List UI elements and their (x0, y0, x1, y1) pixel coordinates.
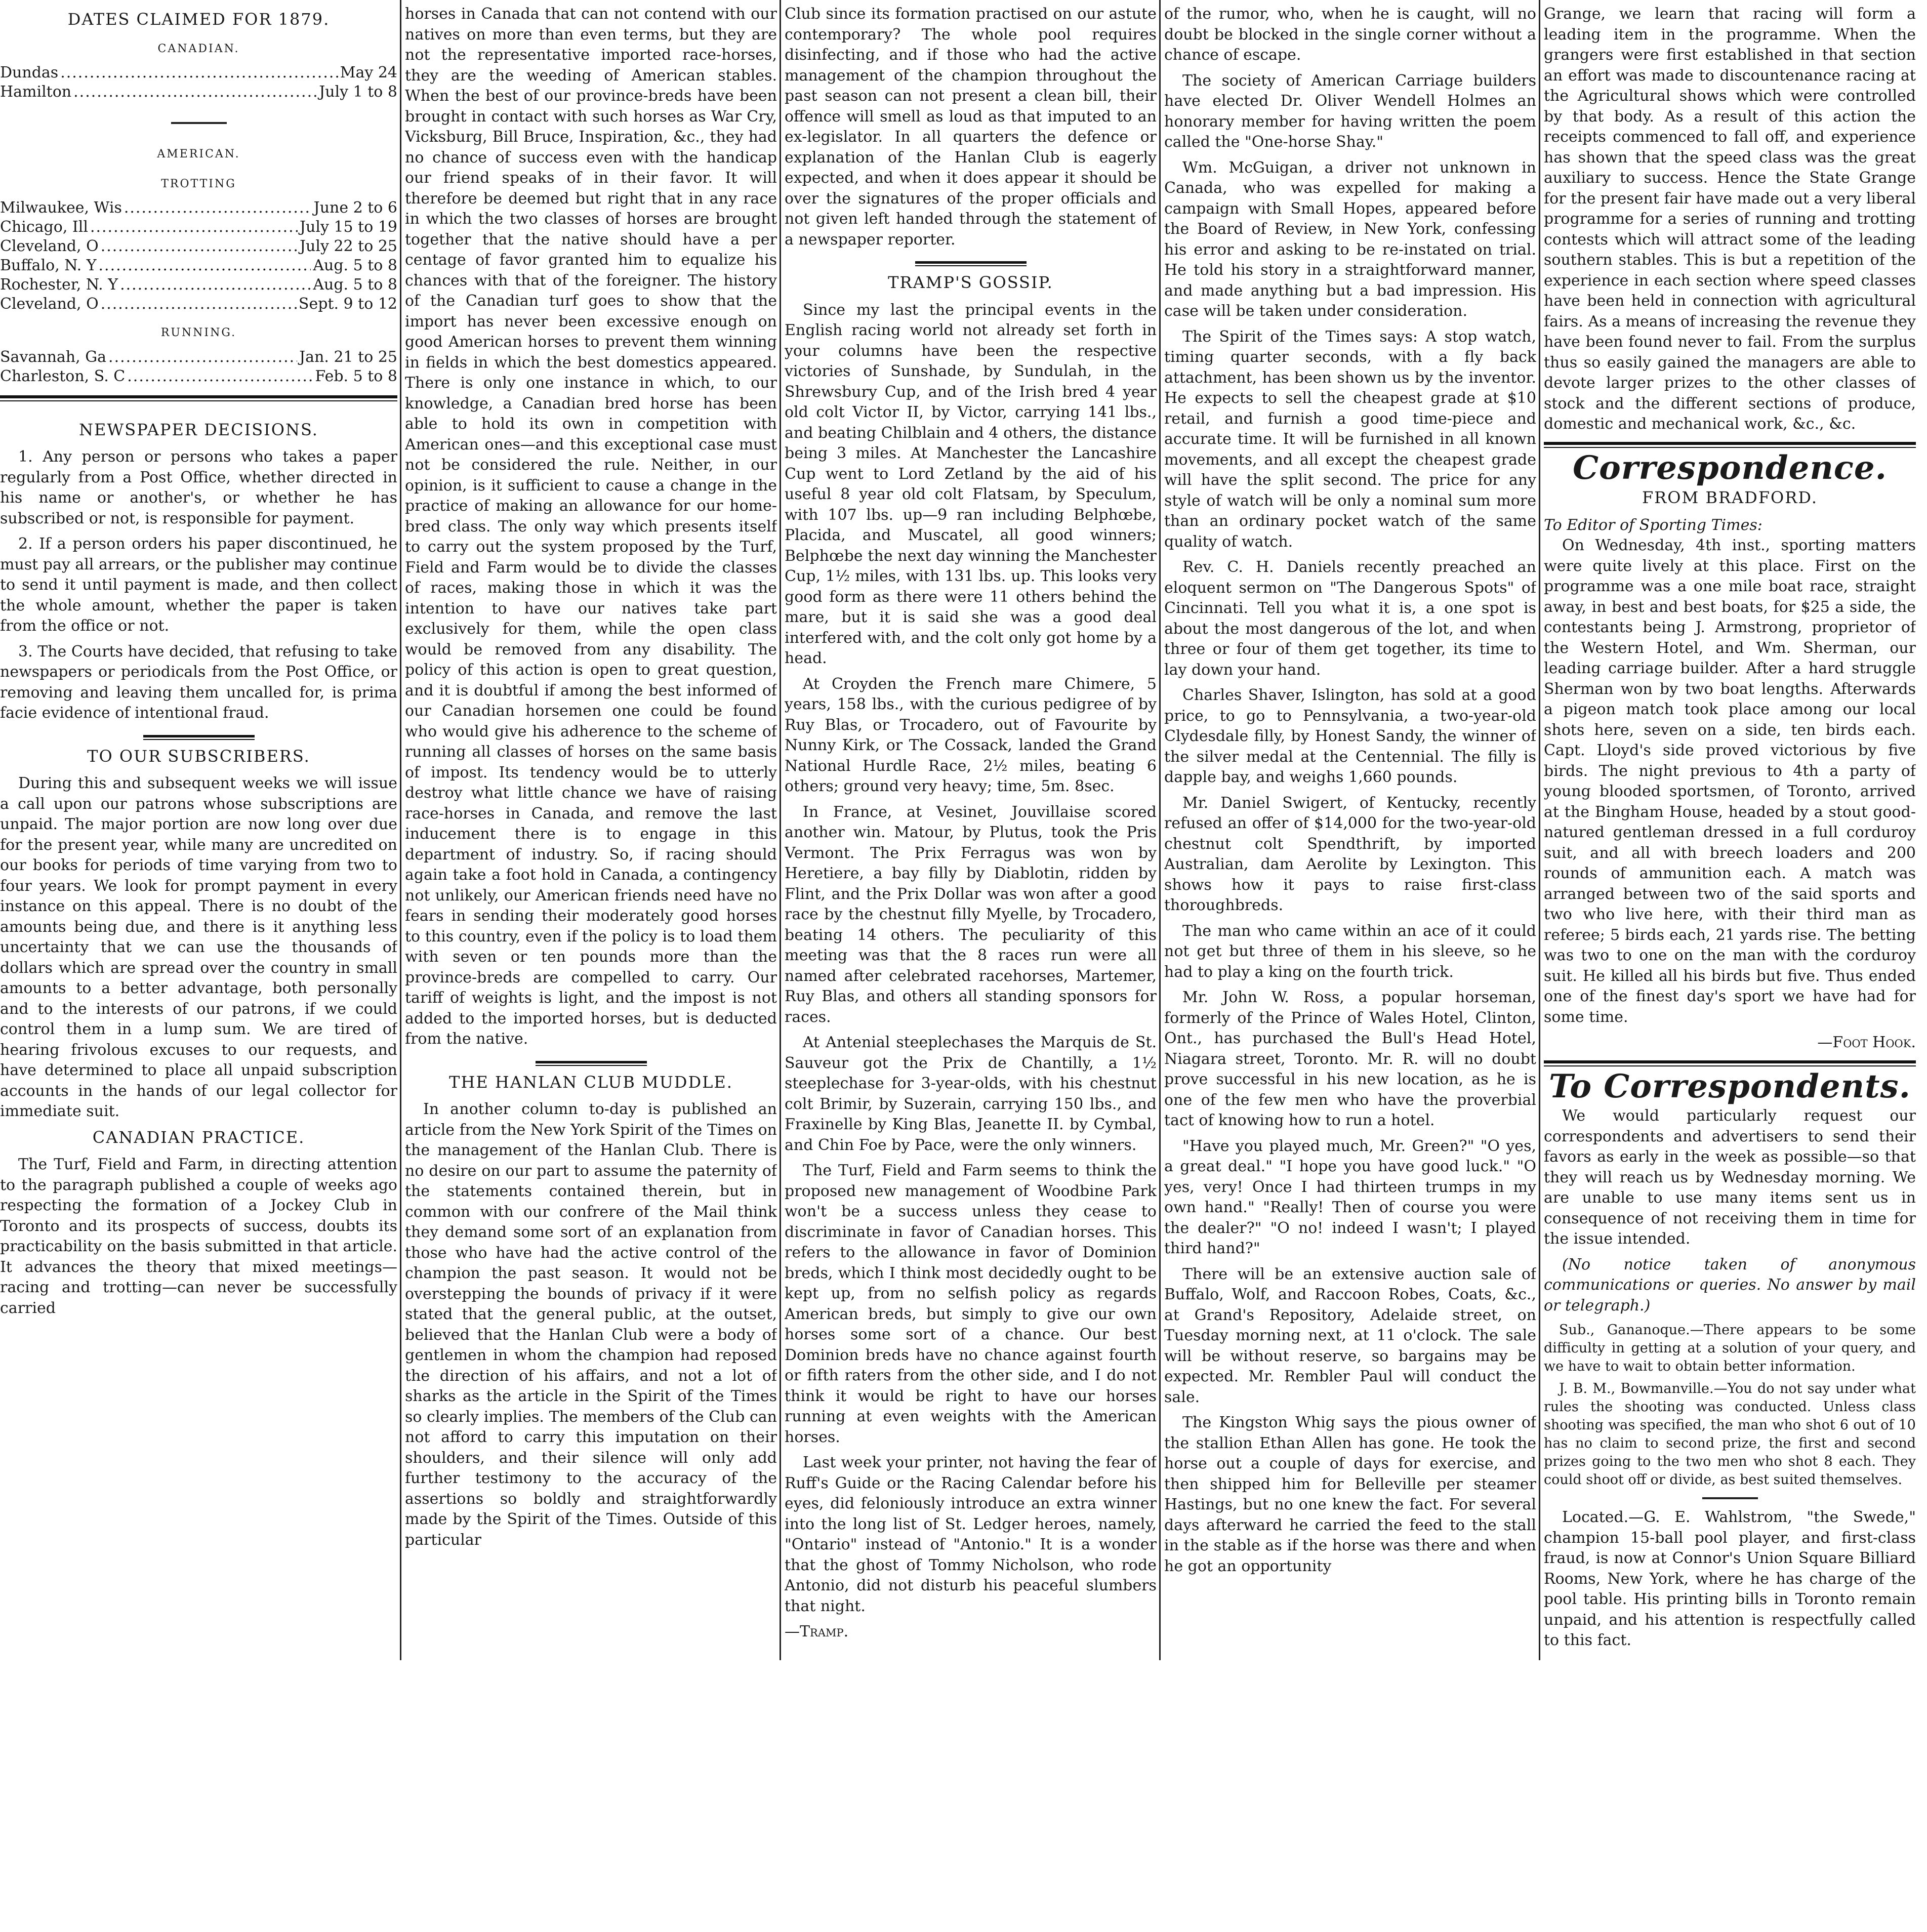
news-paragraph: Mr. Daniel Swigert, of Kentucky, recently refused an offer of $14,000 for the two-year-old chestnut colt Spendthrift, by imported Australian, dam Aerolite by Lexington. This shows how it pays to raise first-class thoroughbreds. (1164, 794, 1536, 914)
tramps-gossip-title: TRAMP'S GOSSIP. (888, 273, 1053, 292)
subscribers-paragraph: During this and subsequent weeks we will issue a call upon our patrons whose subscriptions are unpaid. The major portion are now long over due for the present year, while many are uncredited on our books for periods of time varying from two to four years. We look for prompt payment in every instance on this appeal. There is no doubt of the amounts being due, and there is it anything less uncertainty that we can use the thousands of dollars which are spread over the country in small amounts to a better advantage, both personally and to the interests of our patrons, if we could control them in a lump sum. We are tired of hearing frivolous excuses to our requests, and have determined to place all unpaid subscription accounts in the hands of our legal collector for immediate suit. (0, 774, 397, 1120)
trotting-dates (0, 198, 397, 314)
news-paragraph: The society of American Carriage builders have elected Dr. Oliver Wendell Holmes an honorary member for having written the poem called the "One-horse Shay." (1164, 71, 1536, 151)
date-row: Cleveland, O ..... Sept. 9 to 12 (0, 295, 397, 314)
ornamental-rule (143, 735, 255, 740)
tramp-signature: —Tramp. (785, 1623, 849, 1640)
date-row: Chicago, Ill ..... July 15 to 19 (0, 218, 397, 237)
trotting-label: TROTTING (161, 177, 236, 190)
answer-item: J. B. M., Bowmanville.—You do not say under what rules the shooting was conducted. Unless class shooting was specified, the man who shot 6 out of 10 has no claim to second prize, the first and second prizes going to the two men who shot 8 each. They could shoot off or divide, as best suited themselves. (1544, 1381, 1916, 1488)
news-paragraph: Rev. C. H. Daniels recently preached an eloquent sermon on "The Dangerous Spots" of Cincinnati. Tell you what it is, a one spot is about the most dangerous of the lot, and when three or four of them get together, its time to lay down your hand. (1164, 558, 1536, 679)
correspondence-title: Correspondence. (1573, 448, 1887, 487)
section-rule (1544, 1060, 1916, 1066)
date-row: Cleveland, O ..... July 22 to 25 (0, 237, 397, 256)
news-paragraph: Charles Shaver, Islington, has sold at a good price, to go to Pennsylvania, a two-year-old Clydesdale filly, by Honest Sandy, the winner of the silver medal at the Centennial. The filly is dapple bay, and weighs 1,660 pounds. (1164, 686, 1536, 786)
dates-claimed-title: DATES CLAIMED FOR 1879. (67, 10, 330, 29)
american-label: AMERICAN. (157, 148, 240, 160)
gossip-paragraph: The Turf, Field and Farm seems to think the proposed new management of Woodbine Park won't be a success unless they cease to discriminate in favor of Canadian horses. This refers to the allowance in favor of Dominion breds, which I think most decidedly ought to be kept up, from no selfish policy as regards American breds, but simply to give our own horses some sort of a chance. Our best Dominion breds have no chance against fourth or fifth raters from the other side, and I do not think it would be right to have our horses running at even weights with the American horses. (785, 1162, 1157, 1446)
gossip-paragraph: In France, at Vesinet, Jouvillaise scored another win. Matour, by Plutus, took the Pris Vermont. The Prix Ferragus was won by Heretiere, a bay filly by Diablotin, ridden by Flint, and the Prix Dollar was won after a good race by the chestnut filly Myelle, by Trocadero, beating 14 others. The peculiarity of this meeting was that the 8 races run were all named after celebrated racehorses, Martemer, Ruy Blas, and others all standing sponsors for races. (785, 803, 1157, 1026)
newspaper-decisions-title: NEWSPAPER DECISIONS. (79, 420, 318, 439)
to-correspondents-title: To Correspondents. (1549, 1067, 1911, 1105)
running-label: RUNNING. (160, 326, 237, 339)
news-paragraph: The man who came within an ace of it could not get but three of them in his sleeve, so he had to play a king on the fourth trick. (1164, 922, 1536, 981)
section-rule (0, 395, 397, 401)
date-row: Milwaukee, Wis ..... June 2 to 6 (0, 198, 397, 218)
column-rule (780, 0, 781, 1660)
answers-list (1544, 1321, 1916, 1489)
decision-paragraph: 1. Any person or persons who takes a paper regularly from a Post Office, whether directed in his name or another's, or whether he has subscribed or not, is responsible for payment. (0, 448, 397, 527)
gossip-paragraph: At Croyden the French mare Chimere, 5 years, 158 lbs., with the curious pedigree of by Ruy Blas, or Trocadero, out of Favourite by Nunny Kirk, or The Cossack, landed the Grand National Hurdle Race, 2½ miles, beating 6 others; ground very heavy; time, 5m. 8sec. (785, 675, 1157, 795)
answer-item: Sub., Gananoque.—There appears to be some difficulty in getting at a solution of your query, and we have to wait to obtain better information. (1544, 1322, 1916, 1374)
bradford-signature: —Foot Hook. (1817, 1034, 1916, 1051)
short-rule (171, 122, 227, 124)
gossip-paragraph: At Antenial steeplechases the Marquis de St. Sauveur got the Prix de Chantilly, a 1½ steeplechase for 3-year-olds, with his chestnut colt Brimir, by Suzerain, carrying 150 lbs., and Fraxinelle by King Blas, Jeanette II. by Cymbal, and Chin Foe by Pace, were the only winners. (785, 1034, 1157, 1154)
to-correspondents-paragraph: We would particularly request our correspondents and advertisers to send their favors as early in the week as possible—so that they will reach us by Wednesday morning. We are unable to use many items sent us in consequence of not receiving them in time for the issue intended. (1544, 1107, 1916, 1248)
column-4 (1164, 4, 1536, 1654)
date-row: Hamilton ..... July 1 to 8 (0, 83, 397, 102)
page-margin (0, 1670, 1927, 1932)
canadian-dates (0, 63, 397, 102)
running-dates (0, 348, 397, 386)
canadian-label: CANADIAN. (157, 42, 240, 55)
turf-paragraph: horses in Canada that can not contend with our natives on more than even terms, but they are not the representative imported race-horses, they are the weeding of American stables. When the best of our province-breds have been brought in contact with such horses as War Cry, Vicksburg, Bill Bruce, Inspiration, &c., they had no chance of success even with the handicap our friend speaks of in their favor. It will therefore be deemed but right that in any race in which the two classes of horses are brought together that the native should have a per centage of favor granted him to equalize his chances with that of the foreigner. The history of the Canadian turf goes to show that the import has never been excessive enough on good American horses to prevent them winning in fields in which the best domestics appeared. There is only one instance in which, to our knowledge, a Canadian bred horse has been able to hold its own in competition with American ones—and this exceptional case must not be considered the rule. Neither, in our opinion, is it sufficient to cause a change in the practice of making an allowance for our home-bred class. The only way which presents itself to carry out the system proposed by the Turf, Field and Farm would be to divide the classes of races, making those in which it was the intention to have our natives take part exclusively for them, while the open class would be removed from any disability. The policy of this action is open to great question, and it is doubtful if among the best informed of our Canadian horsemen one could be found who would give his adherence to the scheme of running all classes of horses on the same basis of impost. Its tendency would be to utterly destroy what little chance we have of raising race-horses in Canada, and remove the last inducement there is to engage in this department of industry. So, if racing should again take a foot hold in Canada, a contingency not unlikely, our American friends need have no fears in sending their moderately good horses to this country, even if the policy is to load them with seven or ten pounds more than the province-breds are compelled to carry. Our tariff of weights is light, and the impost is not added to the imported horses, but is deducted from the native. (405, 5, 777, 1048)
column-rule (1159, 0, 1161, 1660)
ornamental-rule (915, 261, 1027, 266)
practice-paragraph: The Turf, Field and Farm, in directing attention to the paragraph published a couple of weeks ago respecting the formation of a Jockey Club in Toronto and its prospects of success, doubts its practicability on the basis submitted in that article. It advances the theory that mixed meetings—racing and trotting—can never be successfully carried (0, 1156, 397, 1317)
hanlan-continued-paragraph: Club since its formation practised on our astute contemporary? The whole pool requires disinfecting, and if those who had the active management of the champion throughout the past season can not present a clean bill, their offence will smell as loud as that imputed to an ex-legislator. In all quarters the defence or explanation of the Hanlan Club is eagerly expected, and when it does appear it should be over the signatures of the proper officials and not given left handed through the statement of a newspaper reporter. (785, 5, 1157, 249)
column-1 (0, 4, 397, 1654)
date-row: Buffalo, N. Y ..... Aug. 5 to 8 (0, 256, 397, 275)
hanlan-club-title: THE HANLAN CLUB MUDDLE. (449, 1072, 733, 1092)
news-paragraph: of the rumor, who, when he is caught, will no doubt be blocked in the single corner without a chance of escape. (1164, 5, 1536, 64)
column-rule (1539, 0, 1540, 1660)
bradford-paragraph: On Wednesday, 4th inst., sporting matters were quite lively at this place. First on the programme was a one mile boat race, straight away, in best and best boats, for $25 a side, the contestants being J. Armstrong, proprietor of the Western Hotel, and Wm. Sherman, our leading carriage builder. After a hard struggle Sherman won by two boat lengths. Afterwards a pigeon match took place among our local shots here, seven on a side, ten birds each. Capt. Lloyd's side proved victorious by five birds. The night previous to 4th a party of young blooded sportsmen, of Toronto, arrived at the Bingham House, headed by a stout good-natured gentleman dressed in a full corduroy suit, and all with breech loaders and 200 rounds of ammunition each. A match was arranged between two of the said sports and two who live here, with their third man as referee; 5 birds each, 21 yards rise. The betting was two to one on the man with the corduroy suit. He killed all his birds but five. Thus ended one of the finest day's sport we have had for some time. (1544, 537, 1916, 1026)
section-rule (1544, 442, 1916, 448)
grange-paragraph: Grange, we learn that racing will form a leading item in the programme. When the grangers were first established in that section an effort was made to discountenance racing at the Agricultural shows which were controlled by that body. As a result of this action the receipts commenced to fall off, and experience has shown that the speed class was the great auxiliary to success. Hence the State Grange for the present fair have made out a very liberal programme for a series of running and trotting contests which will attract some of the leading southern stables. This is but a repetition of the experience in each section where speed classes have been held in connection with agricultural fairs. As a means of increasing the revenue they have been found never to fail. From the surplus thus so easily gained the managers are able to devote larger prizes to the other classes of stock and the different sections of produce, domestic and mechanical work, &c., &c. (1544, 5, 1916, 433)
news-paragraph: The Spirit of the Times says: A stop watch, timing quarter seconds, with a fly back attachment, has been shown us by the inventor. He expects to sell the cheapest grade at $10 retail, and furnish a good time-piece and accurate time. It will be furnished in all known movements, and all except the cheapest grade will have the split second. The price for any style of watch will be only a nominal sum more than an ordinary pocket watch of the same quality of watch. (1164, 327, 1536, 551)
subscribers-title: TO OUR SUBSCRIBERS. (87, 746, 310, 766)
ornamental-rule (536, 1061, 647, 1066)
located-paragraph: Located.—G. E. Wahlstrom, "the Swede," champion 15-ball pool player, and first-class fraud, is now at Connor's Union Square Billiard Rooms, New York, where he has charge of the pool table. His printing bills in Toronto remain unpaid, and his attention is respectfully called to this fact. (1544, 1508, 1916, 1649)
gossip-paragraph: Since my last the principal events in the English racing world not already set forth in your columns have been the respective victories of Sunshade, by Sundulah, in the Shrewsbury Cup, and of the Irish bred 4 year old colt Victor II, by Victor, carrying 141 lbs., and beating Chilblain and 4 others, the distance being 3 miles. At Manchester the Lancashire Cup went to Lord Zetland by the aid of his useful 8 year old colt Flatsam, by Speculum, with 107 lbs. up—9 ran including Belphœbe, Placida, and Muscatel, all good winners; Belphœbe the next day winning the Manchester Cup, 1½ miles, with 131 lbs. up. This looks very good form as there were 11 others behind the mare, but it is said she was a good deal interfered with, and the colt only got home by a head. (785, 301, 1157, 667)
anonymous-notice: (No notice taken of anonymous communications or queries. No answer by mail or telegraph.) (1544, 1255, 1916, 1314)
date-row: Charleston, S. C ..... Feb. 5 to 8 (0, 367, 397, 386)
date-row: Dundas ..... May 24 (0, 63, 397, 83)
column-5 (1544, 4, 1916, 1654)
news-paragraph: The Kingston Whig says the pious owner of the stallion Ethan Allen has gone. He took the horse out a couple of days for exercise, and then shipped him for Belleville per steamer Hastings, but no one knew the fact. For several days afterward he carried the feed to the stall in the stable as if the horse was there and when he got an opportunity (1164, 1414, 1536, 1575)
decision-paragraph: 3. The Courts have decided, that refusing to take newspapers or periodicals from the Post Office, or removing and leaving them uncalled for, is prima facie evidence of intentional fraud. (0, 642, 397, 722)
bradford-salutation: To Editor of Sporting Times: (1544, 516, 1762, 534)
gossip-paragraph: Last week your printer, not having the fear of Ruff's Guide or the Racing Calendar before his eyes, did feloniously introduce an extra winner into the long list of St. Ledger heroes, namely, "Ontario" instead of "Antonio." It is a wonder that the ghost of Tommy Nicholson, who rode Antonio, did not disturb his peaceful slumbers that night. (785, 1454, 1157, 1615)
news-paragraph: Wm. McGuigan, a driver not unknown in Canada, who was expelled for making a campaign with Small Hopes, appeared before the Board of Review, in New York, confessing his error and asking to be re-instated on trial. He told his story in a straightforward manner, and made anything but a bad impression. His case will be taken under consideration. (1164, 158, 1536, 320)
news-paragraph: There will be an extensive auction sale of Buffalo, Wolf, and Raccoon Robes, Coats, &c., at Grand's Repository, Adelaide street, on Tuesday morning next, at 11 o'clock. The sale will be without reserve, so bargains may be expected. Mr. Rembler Paul will conduct the sale. (1164, 1265, 1536, 1406)
news-paragraph: Mr. John W. Ross, a popular horseman, formerly of the Prince of Wales Hotel, Clinton, Ont., has purchased the Bull's Head Hotel, Niagara street, Toronto. Mr. R. will no doubt prove successful in his new location, as he is one of the few men who have the proverbial tact of knowing how to run a hotel. (1164, 989, 1536, 1129)
date-row: Savannah, Ga ..... Jan. 21 to 25 (0, 348, 397, 367)
decision-paragraph: 2. If a person orders his paper discontinued, he must pay all arrears, or the publisher may continue to send it until payment is made, and then collect the whole amount, whether the paper is taken from the office or not. (0, 535, 397, 635)
column-3 (785, 4, 1157, 1654)
short-rule (1702, 1497, 1758, 1499)
column-2 (405, 4, 777, 1654)
news-paragraph: "Have you played much, Mr. Green?" "O yes, a great deal." "I hope you have good luck." "O yes, very! Once I had thirteen trumps in my own hand." "Really! Then of course you were the dealer?" "O no! indeed I wasn't; I played third hand?" (1164, 1137, 1536, 1257)
date-row: Rochester, N. Y ..... Aug. 5 to 8 (0, 275, 397, 295)
canadian-practice-title: CANADIAN PRACTICE. (92, 1127, 305, 1147)
column-rule (400, 0, 401, 1660)
from-bradford-title: FROM BRADFORD. (1642, 488, 1818, 507)
hanlan-paragraph: In another column to-day is published an article from the New York Spirit of the Times on the management of the Hanlan Club. There is no desire on our part to assume the paternity of the statements contained therein, but in common with our confrere of the Mail think they demand some sort of an explanation from those who have had the active control of the champion the past season. It would not be overstepping the bounds of privacy if it were stated that the general public, at the outset, believed that the Hanlan Club were a body of gentlemen in whom the champion had reposed the direction of his affairs, and not a lot of sharks as the article in the Spirit of the Times so clearly implies. The members of the Club can not afford to carry this imputation on their shoulders, and their silence will only add further testimony to the accuracy of the assertions so boldly and straightforwardly made by the Spirit of the Times. Outside of this particular (405, 1100, 777, 1549)
